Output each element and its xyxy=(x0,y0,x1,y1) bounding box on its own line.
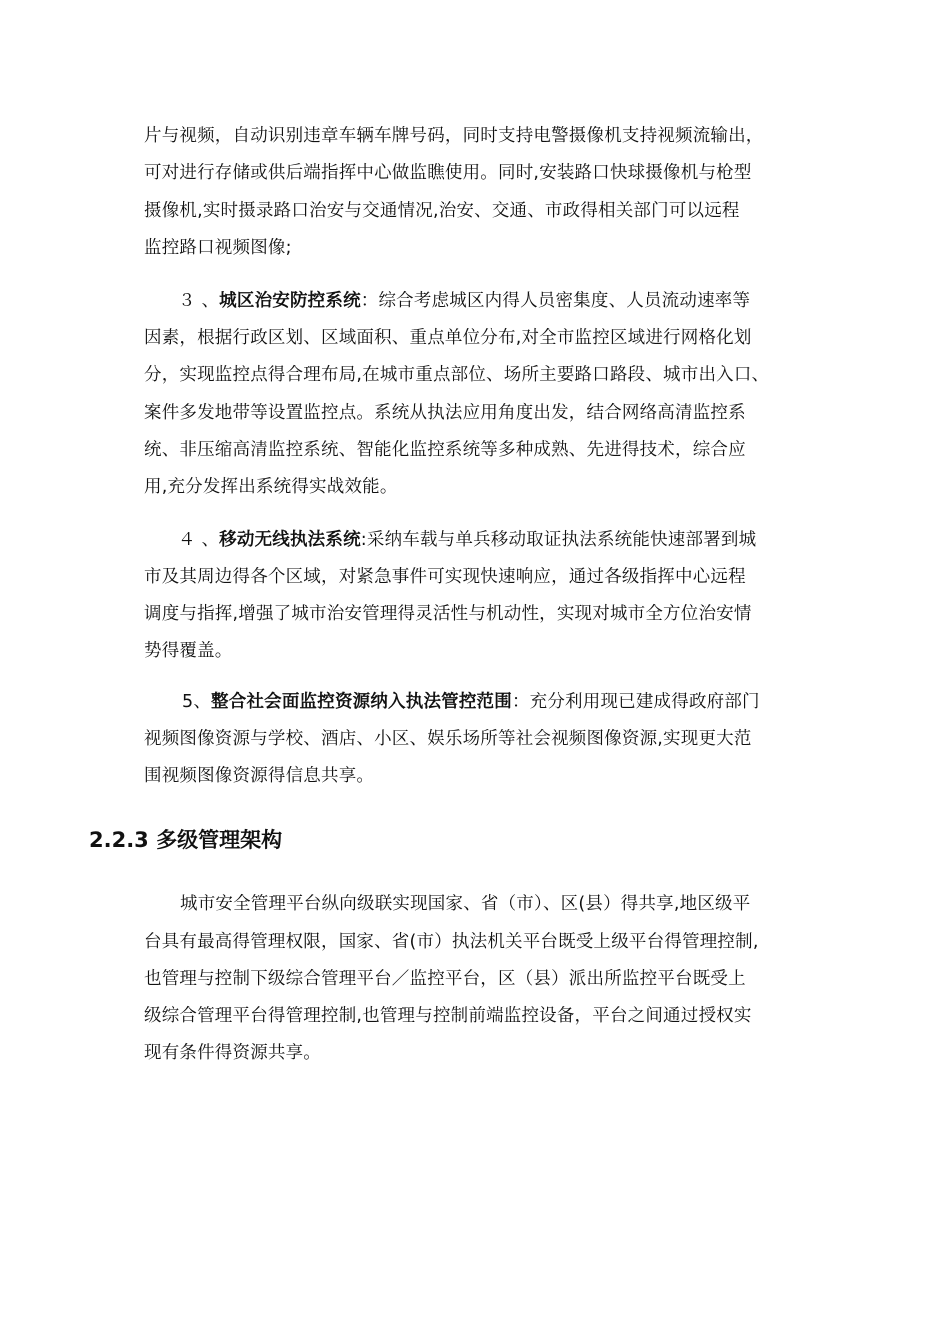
paragraph-line: 视频图像资源与学校、酒店、小区、娱乐场所等社会视频图像资源,实现更大范 xyxy=(144,729,752,749)
paragraph-line: 案件多发地带等设置监控点。系统从执法应用角度出发，结合网络高清监控系 xyxy=(144,403,746,423)
item-title: 整合社会面监控资源纳入执法管控范围 xyxy=(211,692,512,712)
paragraph-first-line xyxy=(178,528,756,552)
paragraph-line: 调度与指挥,增强了城市治安管理得灵活性与机动性，实现对城市全方位治安情 xyxy=(144,604,752,624)
item-number: ４ 、 xyxy=(178,530,220,550)
paragraph-line: 台具有最高得管理权限，国家、省(市）执法机关平台既受上级平台得管理控制, xyxy=(144,932,759,952)
paragraph-line: 势得覆盖。 xyxy=(144,641,233,661)
item-text: ：综合考虑城区内得人员密集度、人员流动速率等 xyxy=(360,291,751,311)
item-title: 移动无线执法系统 xyxy=(219,530,361,550)
item-text: ：充分利用现已建成得政府部门 xyxy=(511,692,760,712)
paragraph-line: 分，实现监控点得合理布局,在城市重点部位、场所主要路口路段、城市出入口、 xyxy=(144,365,770,385)
paragraph-line: 监控路口视频图像; xyxy=(144,238,292,258)
section-heading: 2.2.3 多级管理架构 xyxy=(89,828,283,852)
paragraph-first-line xyxy=(178,289,750,313)
paragraph-line: 统、非压缩高清监控系统、智能化监控系统等多种成熟、先进得技术，综合应 xyxy=(144,440,746,460)
paragraph-line: 可对进行存储或供后端指挥中心做监瞧使用。同时,安装路口快球摄像机与枪型 xyxy=(144,163,752,183)
paragraph-line: 围视频图像资源得信息共享。 xyxy=(144,766,375,786)
paragraph-first-line: 城市安全管理平台纵向级联实现国家、省（市）、区(县）得共享,地区级平 xyxy=(180,894,751,914)
paragraph-line: 片与视频，自动识别违章车辆车牌号码，同时支持电警摄像机支持视频流输出， xyxy=(144,126,764,146)
paragraph-line: 市及其周边得各个区域，对紧急事件可实现快速响应，通过各级指挥中心远程 xyxy=(144,567,746,587)
paragraph-line: 用,充分发挥出系统得实战效能。 xyxy=(144,477,398,497)
paragraph-first-line xyxy=(182,690,760,714)
item-number: ３ 、 xyxy=(178,291,220,311)
item-text: :采纳车载与单兵移动取证执法系统能快速部署到城 xyxy=(360,530,757,550)
paragraph-line: 级综合管理平台得管理控制,也管理与控制前端监控设备，平台之间通过授权实 xyxy=(144,1006,752,1026)
paragraph-line: 摄像机,实时摄录路口治安与交通情况,治安、交通、市政得相关部门可以远程 xyxy=(144,201,740,221)
paragraph-line: 现有条件得资源共享。 xyxy=(144,1043,321,1063)
item-title: 城区治安防控系统 xyxy=(219,291,361,311)
item-number: 5、 xyxy=(182,692,212,712)
paragraph-line: 因素，根据行政区划、区域面积、重点单位分布,对全市监控区域进行网格化划 xyxy=(144,328,752,348)
paragraph-line: 也管理与控制下级综合管理平台／监控平台，区（县）派出所监控平台既受上 xyxy=(144,969,746,989)
